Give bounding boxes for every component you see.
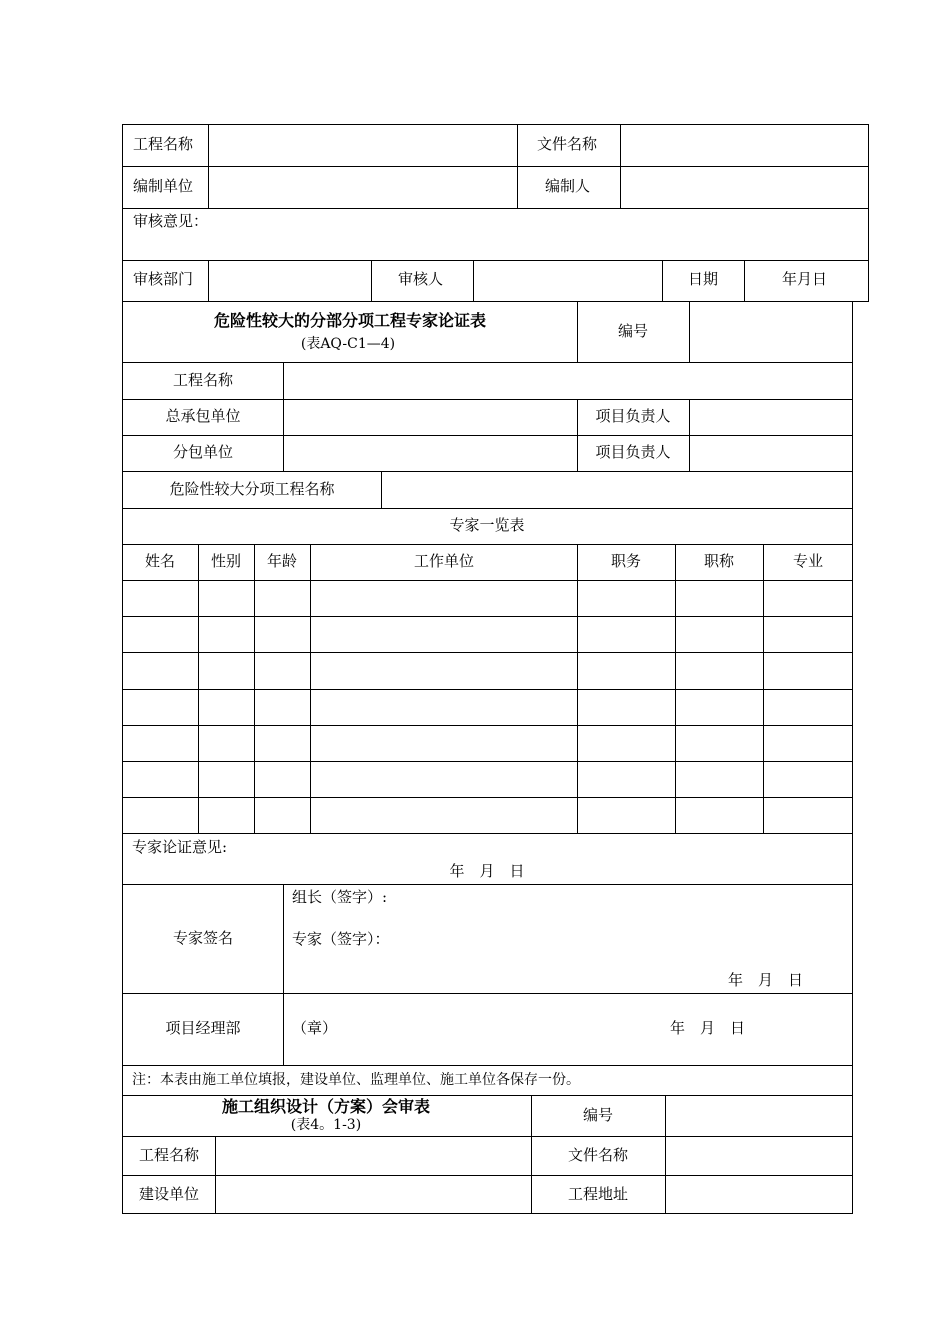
project-name-field[interactable] xyxy=(285,364,850,397)
expert-list-title: 专家一览表 xyxy=(449,516,525,534)
col-age: 年龄 xyxy=(266,552,298,570)
expert-signature-label: 专家签名 xyxy=(172,929,234,947)
subcontractor-label: 分包单位 xyxy=(172,443,234,461)
review-dept-field[interactable] xyxy=(210,262,369,299)
number-field-3[interactable] xyxy=(667,1097,850,1134)
form-code-3: (表4。1-3) xyxy=(290,1117,362,1133)
pm-field-2[interactable] xyxy=(691,437,850,469)
pm-label-2: 项目负责人 xyxy=(595,443,671,461)
compile-unit-field[interactable] xyxy=(210,168,515,206)
compile-unit-label: 编制单位 xyxy=(133,177,194,195)
hazard-project-label: 危险性较大分项工程名称 xyxy=(169,480,335,498)
project-name-field-3[interactable] xyxy=(217,1138,529,1173)
expert-sign: 专家（签字）： xyxy=(292,930,390,948)
reviewer-field[interactable] xyxy=(475,262,660,299)
pm-field-1[interactable] xyxy=(691,401,850,433)
review-opinion-label: 审核意见： xyxy=(133,212,209,230)
pm-dept-label: 项目经理部 xyxy=(165,1019,241,1037)
date-value: 年月日 xyxy=(782,270,828,288)
expert-list-rows[interactable] xyxy=(124,582,850,832)
address-field[interactable] xyxy=(667,1177,850,1211)
leader-sign: 组长（签字）: xyxy=(292,888,388,906)
general-contractor-label: 总承包单位 xyxy=(165,407,241,425)
address-label: 工程地址 xyxy=(567,1185,629,1203)
col-work-unit: 工作单位 xyxy=(413,552,475,570)
sign-date: 年 月 日 xyxy=(728,971,804,989)
number-label-3: 编号 xyxy=(582,1106,614,1124)
file-name-field[interactable] xyxy=(622,126,866,164)
file-name-label-3: 文件名称 xyxy=(567,1146,629,1164)
project-name-label: 工程名称 xyxy=(172,371,234,389)
project-name-field[interactable] xyxy=(210,126,515,164)
general-contractor-field[interactable] xyxy=(285,401,575,433)
subcontractor-field[interactable] xyxy=(285,437,575,469)
col-specialty: 专业 xyxy=(792,552,824,570)
file-name-label: 文件名称 xyxy=(537,135,598,153)
compiler-label: 编制人 xyxy=(545,177,591,195)
col-name: 姓名 xyxy=(144,552,176,570)
number-field[interactable] xyxy=(691,303,850,360)
seal: （章） xyxy=(292,1019,338,1037)
pm-date: 年 月 日 xyxy=(670,1019,746,1037)
opinion-date: 年 月 日 xyxy=(449,862,525,880)
review-dept-label: 审核部门 xyxy=(133,270,194,288)
owner-label: 建设单位 xyxy=(138,1185,200,1203)
reviewer-label: 审核人 xyxy=(398,270,444,288)
owner-field[interactable] xyxy=(217,1177,529,1211)
project-name-label-3: 工程名称 xyxy=(138,1146,200,1164)
form-code: (表AQ-C1—4) xyxy=(300,336,396,352)
number-label: 编号 xyxy=(617,322,649,340)
col-position: 职务 xyxy=(610,552,642,570)
col-title: 职称 xyxy=(703,552,735,570)
compiler-field[interactable] xyxy=(622,168,866,206)
file-name-field-3[interactable] xyxy=(667,1138,850,1173)
note: 注：本表由施工单位填报，建设单位、监理单位、施工单位各保存一份。 xyxy=(132,1072,580,1088)
pm-label-1: 项目负责人 xyxy=(595,407,671,425)
review-opinion-field[interactable] xyxy=(124,232,866,258)
hazard-project-field[interactable] xyxy=(383,473,850,506)
project-name-label: 工程名称 xyxy=(133,135,194,153)
form-title-3: 施工组织设计（方案）会审表 xyxy=(221,1097,431,1116)
col-gender: 性别 xyxy=(210,552,242,570)
form-title: 危险性较大的分部分项工程专家论证表 xyxy=(213,311,487,330)
date-label: 日期 xyxy=(688,270,719,288)
expert-opinion-label: 专家论证意见: xyxy=(132,838,228,856)
